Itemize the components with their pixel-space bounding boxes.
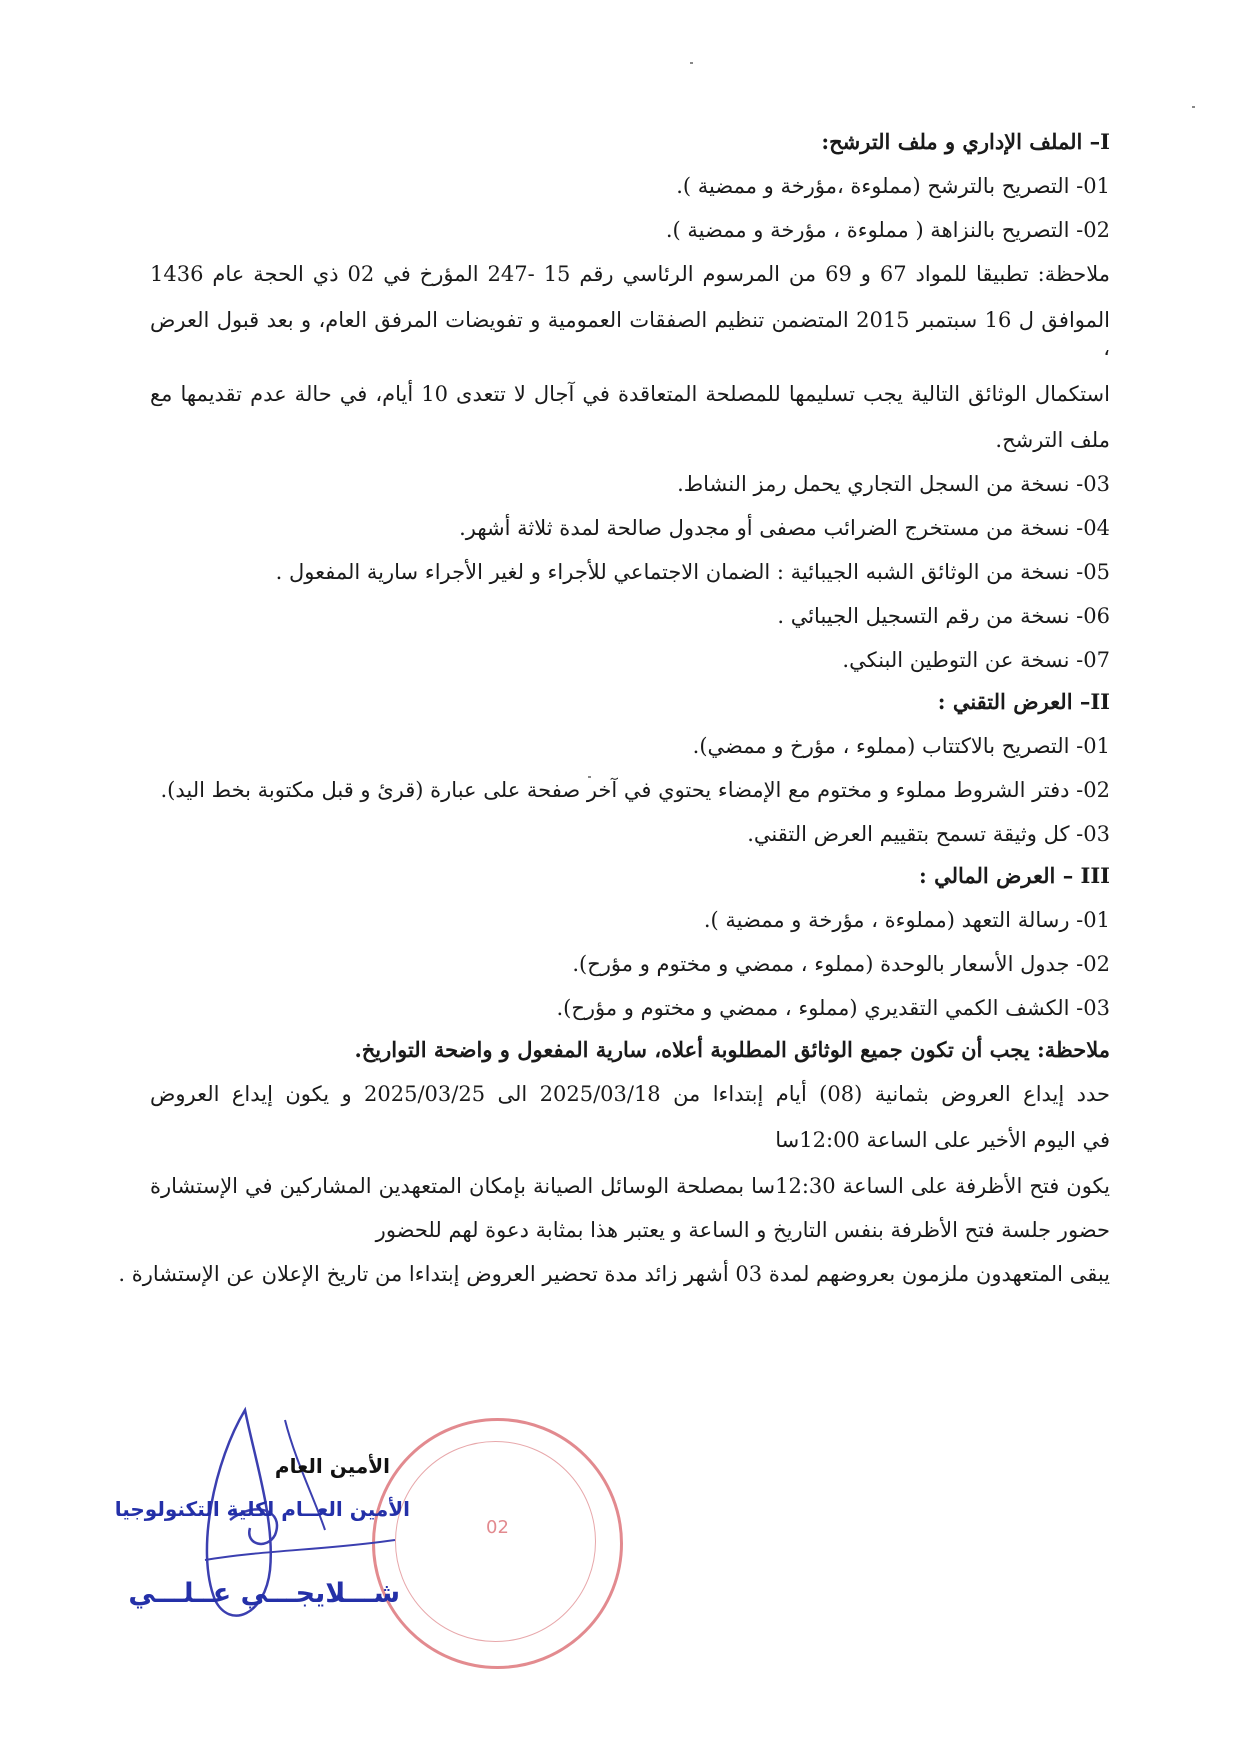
note-line: استكمال الوثائق التالية يجب تسليمها للمصلحة المتعاقدة في آجال لا تتعدى 10 أيام، في حالة عدم تقديمها مع [150,382,1110,406]
section-3-title: III – العرض المالي : [919,863,1110,888]
note-line: ملف الترشح. [995,428,1110,452]
signatory-title: الأمين العام [274,1454,390,1478]
official-seal-number: 02 [486,1517,509,1538]
list-item: 07- نسخة عن التوطين البنكي. [842,648,1110,672]
list-item: 03- نسخة من السجل التجاري يحمل رمز النشاط. [677,472,1110,496]
opening-line: يكون فتح الأظرفة على الساعة 12:30سا بمصلحة الوسائل الصيانة بإمكان المتعهدين المشاركين في الإستشارة [150,1174,1110,1198]
scan-speck [588,776,591,778]
list-item: 01- رسالة التعهد (مملوءة ، مؤرخة و ممضية ). [703,908,1110,932]
note-line: الموافق ل 16 سبتمبر 2015 المتضمن تنظيم الصفقات العمومية و تفويضات المرفق العام، و بعد قبول العرض ، [150,308,1111,360]
official-seal-inner-ring [395,1441,596,1642]
list-item: 01- التصريح بالترشح (مملوءة ،مؤرخة و ممضية ). [676,174,1110,198]
list-item: 06- نسخة من رقم التسجيل الجيبائي . [777,604,1110,628]
deposit-line: حدد إيداع العروض بثمانية (08) أيام إبتداءا من 2025/03/18 الى 2025/03/25 و يكون إيداع العروض [150,1082,1110,1106]
scan-speck [690,62,693,64]
scan-speck [1192,106,1195,108]
section-2-title: II– العرض التقني : [937,689,1110,714]
list-item: 03- كل وثيقة تسمح بتقييم العرض التقني. [747,822,1110,846]
list-item: 02- دفتر الشروط مملوء و مختوم مع الإمضاء يحتوي في آخر صفحة على عبارة (قرئ و قبل مكتوبة بخط اليد). [160,778,1110,802]
signatory-name: شـــلايجـــي عــلـــي [128,1578,400,1609]
final-note: ملاحظة: يجب أن تكون جميع الوثائق المطلوبة أعلاه، سارية المفعول و واضحة التواريخ. [354,1037,1110,1062]
list-item: 02- جدول الأسعار بالوحدة (مملوء ، ممضي و مختوم و مؤرح). [572,952,1110,976]
deposit-line: في اليوم الأخير على الساعة 12:00سا [775,1128,1110,1152]
list-item: 04- نسخة من مستخرج الضرائب مصفى أو مجدول صالحة لمدة ثلاثة أشهر. [459,516,1110,540]
validity-line: يبقى المتعهدون ملزمون بعروضهم لمدة 03 أشهر زائد مدة تحضير العروض إبتداءا من تاريخ الإعلان عن الإستشارة . [118,1262,1110,1286]
section-1-title: I– الملف الإداري و ملف الترشح: [821,129,1110,154]
note-line: ملاحظة: تطبيقا للمواد 67 و 69 من المرسوم الرئاسي رقم 15 -247 المؤرخ في 02 ذي الحجة عام 1436 [150,262,1111,286]
list-item: 02- التصريح بالنزاهة ( مملوءة ، مؤرخة و ممضية ). [665,218,1110,242]
document-body [118,128,1111,1288]
list-item: 05- نسخة من الوثائق الشبه الجيبائية : الضمان الاجتماعي للأجراء و لغير الأجراء سارية المفعول . [275,560,1110,584]
opening-line: حضور جلسة فتح الأظرفة بنفس التاريخ و الساعة و يعتبر هذا بمثابة دعوة لهم للحضور [375,1218,1110,1242]
list-item: 03- الكشف الكمي التقديري (مملوء ، ممضي و مختوم و مؤرح). [556,996,1110,1020]
signatory-stamp-title: الأمين العــام لكلية التكنولوجيا [114,1497,410,1521]
list-item: 01- التصريح بالاكتتاب (مملوء ، مؤرخ و ممضي). [692,734,1110,758]
